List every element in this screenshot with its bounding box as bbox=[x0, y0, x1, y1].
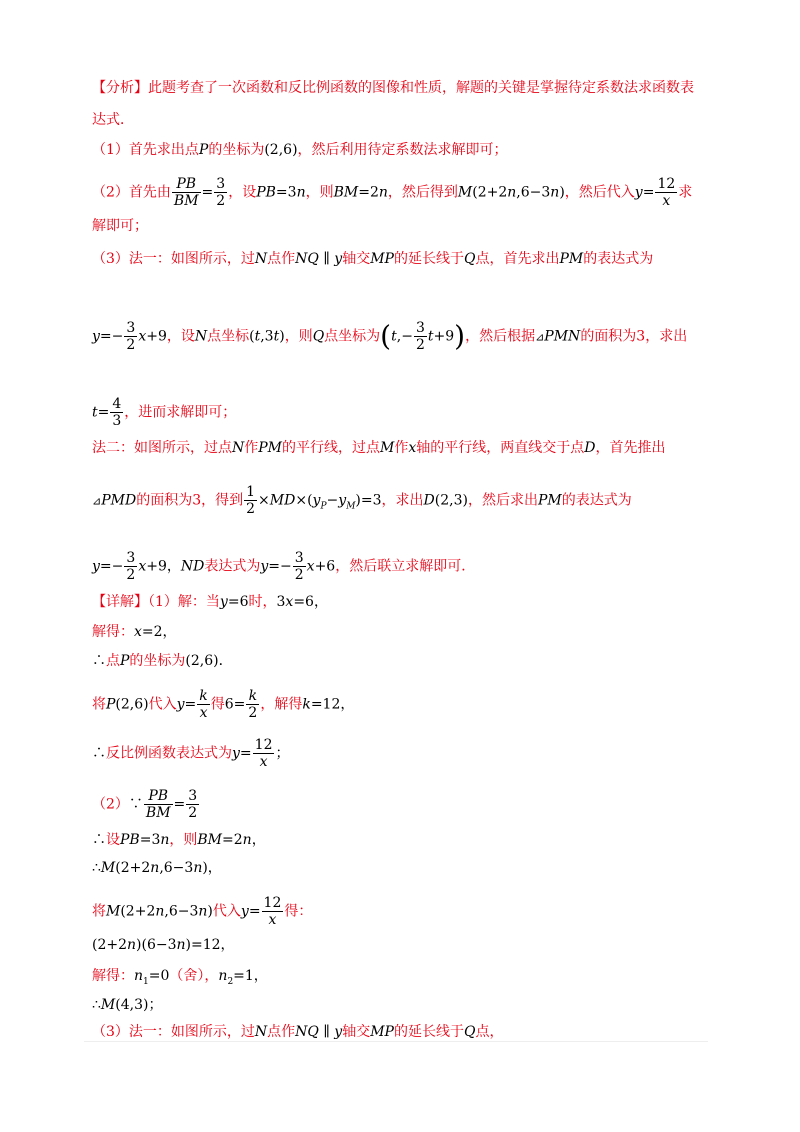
analysis-step-3b: y=− $\frac{3}{2}$ x+9，设N点坐标(t,3t)，则Q点坐标为(t,− $\frac{3}{2}$ t+9)，然后根据⊿PMN的面积为3，求出 bbox=[92, 319, 688, 353]
math: (2,6) bbox=[264, 142, 298, 158]
text: 轴交 bbox=[342, 251, 371, 267]
text: 的表达式为 bbox=[583, 251, 654, 267]
fraction: $\frac{3}{2}$ bbox=[126, 550, 136, 583]
analysis-step-3c: t= $\frac{4}{3}$ ，进而求解即可； bbox=[92, 396, 237, 429]
text: 点，首先求出 bbox=[475, 251, 560, 267]
text: （3）法一：如图所示，过 bbox=[92, 251, 255, 267]
text: ，然后求出 bbox=[467, 492, 538, 509]
text: 代入 bbox=[148, 696, 177, 713]
analysis-text: 达式． bbox=[92, 112, 134, 128]
text: 时， bbox=[248, 594, 277, 610]
text: 的坐标为 bbox=[208, 142, 265, 158]
fraction: $\frac{1}{2}$ bbox=[246, 484, 256, 517]
text: 解得： bbox=[92, 624, 134, 640]
fraction: $\frac{k}{2}$ bbox=[248, 688, 258, 721]
fraction: $\frac{PB}{BM}$ bbox=[173, 176, 199, 209]
text: ，设 bbox=[228, 184, 257, 201]
fraction: $\frac{3}{2}$ bbox=[294, 550, 304, 583]
fraction: $\frac{k}{x}$ bbox=[199, 688, 208, 721]
detail-line-5: ∴反比例函数表达式为y= $\frac{12}{x}$ ； bbox=[92, 737, 290, 770]
detail-line-6: （2）∵ $\frac{PB}{BM}$ = $\frac{3}{2}$ bbox=[92, 788, 198, 821]
text: （2）首先由 bbox=[92, 184, 171, 201]
text: （舍）， bbox=[169, 968, 219, 984]
text: 的延长线于 bbox=[393, 251, 464, 267]
text: 点作 bbox=[267, 1024, 296, 1040]
text: 的面积为3，求出 bbox=[580, 328, 688, 345]
fraction: $\frac{4}{3}$ bbox=[112, 396, 122, 429]
detail-line-2: 解得：x=2， bbox=[92, 624, 177, 640]
analysis-step-1: （1）首先求出点P的坐标为(2,6)，然后利用待定系数法求解即可； bbox=[92, 142, 508, 158]
analysis-text: 此题考查了一次函数和反比例函数的图像和性质，解题的关键是掌握待定系数法求函数表 bbox=[148, 80, 694, 96]
text: ，然后得到 bbox=[387, 184, 458, 201]
analysis-step-2: （2）首先由 $\frac{PB}{BM}$ = $\frac{3}{2}$ ，设PB=3n，则BM=2n，然后得到M(2+2n,6−3n)，然后代入y= $\frac{12}{x}$ 求 bbox=[92, 176, 693, 209]
fraction: $\frac{3}{2}$ bbox=[188, 788, 198, 821]
analysis-step-3: （3）法一：如图所示，过N点作NQ ∥ y轴交MP的延长线于Q点，首先求出PM的表达式为 bbox=[92, 251, 654, 267]
text: 点坐标 bbox=[207, 328, 250, 345]
text: 轴的平行线，两直线交于点 bbox=[416, 440, 585, 456]
text: 将 bbox=[92, 696, 106, 713]
text: 将 bbox=[92, 903, 106, 920]
text: ，解得 bbox=[260, 696, 303, 713]
text: ，首先推出 bbox=[595, 440, 666, 456]
text: 点 bbox=[106, 653, 120, 669]
fraction: $\frac{3}{2}$ bbox=[415, 320, 425, 353]
detail-line-7: ∴设PB=3n，则BM=2n， bbox=[92, 832, 266, 848]
text: ，进而求解即可； bbox=[124, 404, 237, 421]
text: ，然后利用待定系数法求解即可； bbox=[297, 142, 508, 158]
text: 的坐标为 bbox=[129, 653, 186, 669]
text: 设 bbox=[106, 832, 120, 848]
fraction: $\frac{PB}{BM}$ bbox=[145, 788, 171, 821]
text: ，然后代入 bbox=[564, 184, 635, 201]
detail-line-1: 【详解】（1）解：当y=6时，3x=6， bbox=[92, 594, 328, 610]
text: 解即可； bbox=[92, 218, 148, 234]
text: ，则 bbox=[305, 184, 334, 201]
fraction: $\frac{12}{x}$ bbox=[254, 737, 273, 770]
detail-line-11: 解得：$n_1=0$（舍），$n_2=1$， bbox=[92, 968, 268, 987]
text: 点坐标为 bbox=[324, 328, 381, 345]
text: ，则 bbox=[284, 328, 313, 345]
analysis-step-2b bbox=[92, 216, 148, 236]
text: 表达式为 bbox=[204, 558, 261, 575]
fraction: $\frac{12}{x}$ bbox=[657, 176, 676, 209]
fraction: $\frac{3}{2}$ bbox=[216, 176, 226, 209]
analysis-tag: 【分析】 bbox=[92, 80, 148, 96]
text: 求 bbox=[678, 184, 693, 201]
detail-line-9: 将M(2+2n,6−3n)代入y= $\frac{12}{x}$ 得： bbox=[92, 895, 313, 928]
text: 作 bbox=[244, 440, 259, 456]
detail-line-12: ∴M(4,3)； bbox=[92, 997, 163, 1013]
detail-line-13: （3）法一：如图所示，过N点作NQ ∥ y轴交MP的延长线于Q点， bbox=[92, 1024, 504, 1040]
page-bottom-divider bbox=[84, 1041, 708, 1042]
text: （1）首先求出点 bbox=[92, 142, 199, 158]
text: 轴交 bbox=[342, 1024, 371, 1040]
text: 的平行线，过点 bbox=[282, 440, 381, 456]
analysis-method-2b: ⊿PMD的面积为3，得到 $\frac{1}{2}$ $\times MD\times(y_P-y_M)=3$，求出D(2,3)，然后求出PM的表达式为 bbox=[92, 484, 632, 517]
text: 点， bbox=[475, 1024, 504, 1040]
text: 得： bbox=[284, 903, 313, 920]
detail-line-3: ∴点P的坐标为(2,6)． bbox=[92, 653, 233, 669]
text: ，则 bbox=[169, 832, 198, 848]
detail-line-10: (2+2n)(6−3n)=12， bbox=[92, 937, 235, 953]
text: 的延长线于 bbox=[393, 1024, 464, 1040]
text: 点作 bbox=[267, 251, 296, 267]
text: （2） bbox=[92, 796, 129, 813]
fraction: $\frac{3}{2}$ bbox=[126, 320, 136, 353]
text: （1）解：当 bbox=[148, 594, 220, 610]
analysis-method-2c: y=− $\frac{3}{2}$ x+9，ND表达式为y=− $\frac{3}{2}$ x+6，然后联立求解即可． bbox=[92, 550, 476, 583]
text: ，然后根据 bbox=[465, 328, 536, 345]
detail-line-4: 将P(2,6)代入y= $\frac{k}{x}$ 得6= $\frac{k}{2}$ ，解得k=12， bbox=[92, 688, 355, 721]
text: ，然后联立求解即可． bbox=[335, 558, 476, 575]
text: （3）法一：如图所示，过 bbox=[92, 1024, 255, 1040]
text: 代入 bbox=[212, 903, 241, 920]
analysis-method-2: 法二：如图所示，过点N作PM的平行线，过点M作x轴的平行线，两直线交于点D，首先推出 bbox=[92, 440, 666, 456]
detail-line-8: ∴M(2+2n,6−3n)， bbox=[92, 860, 222, 876]
analysis-line-2 bbox=[92, 110, 134, 130]
document-page bbox=[92, 0, 708, 1132]
fraction: $\frac{12}{x}$ bbox=[263, 895, 282, 928]
text: 法二：如图所示，过点 bbox=[92, 440, 232, 456]
text: 的表达式为 bbox=[561, 492, 632, 509]
text: ，设 bbox=[166, 328, 195, 345]
text: 反比例函数表达式为 bbox=[106, 745, 232, 762]
text: 解得： bbox=[92, 968, 134, 984]
detail-tag: 【详解】 bbox=[92, 594, 148, 610]
text: ，求出 bbox=[381, 492, 424, 509]
analysis-line-1 bbox=[92, 78, 694, 98]
text: 得 bbox=[210, 696, 225, 713]
text: 作 bbox=[394, 440, 409, 456]
text: 的面积为3，得到 bbox=[136, 492, 244, 509]
